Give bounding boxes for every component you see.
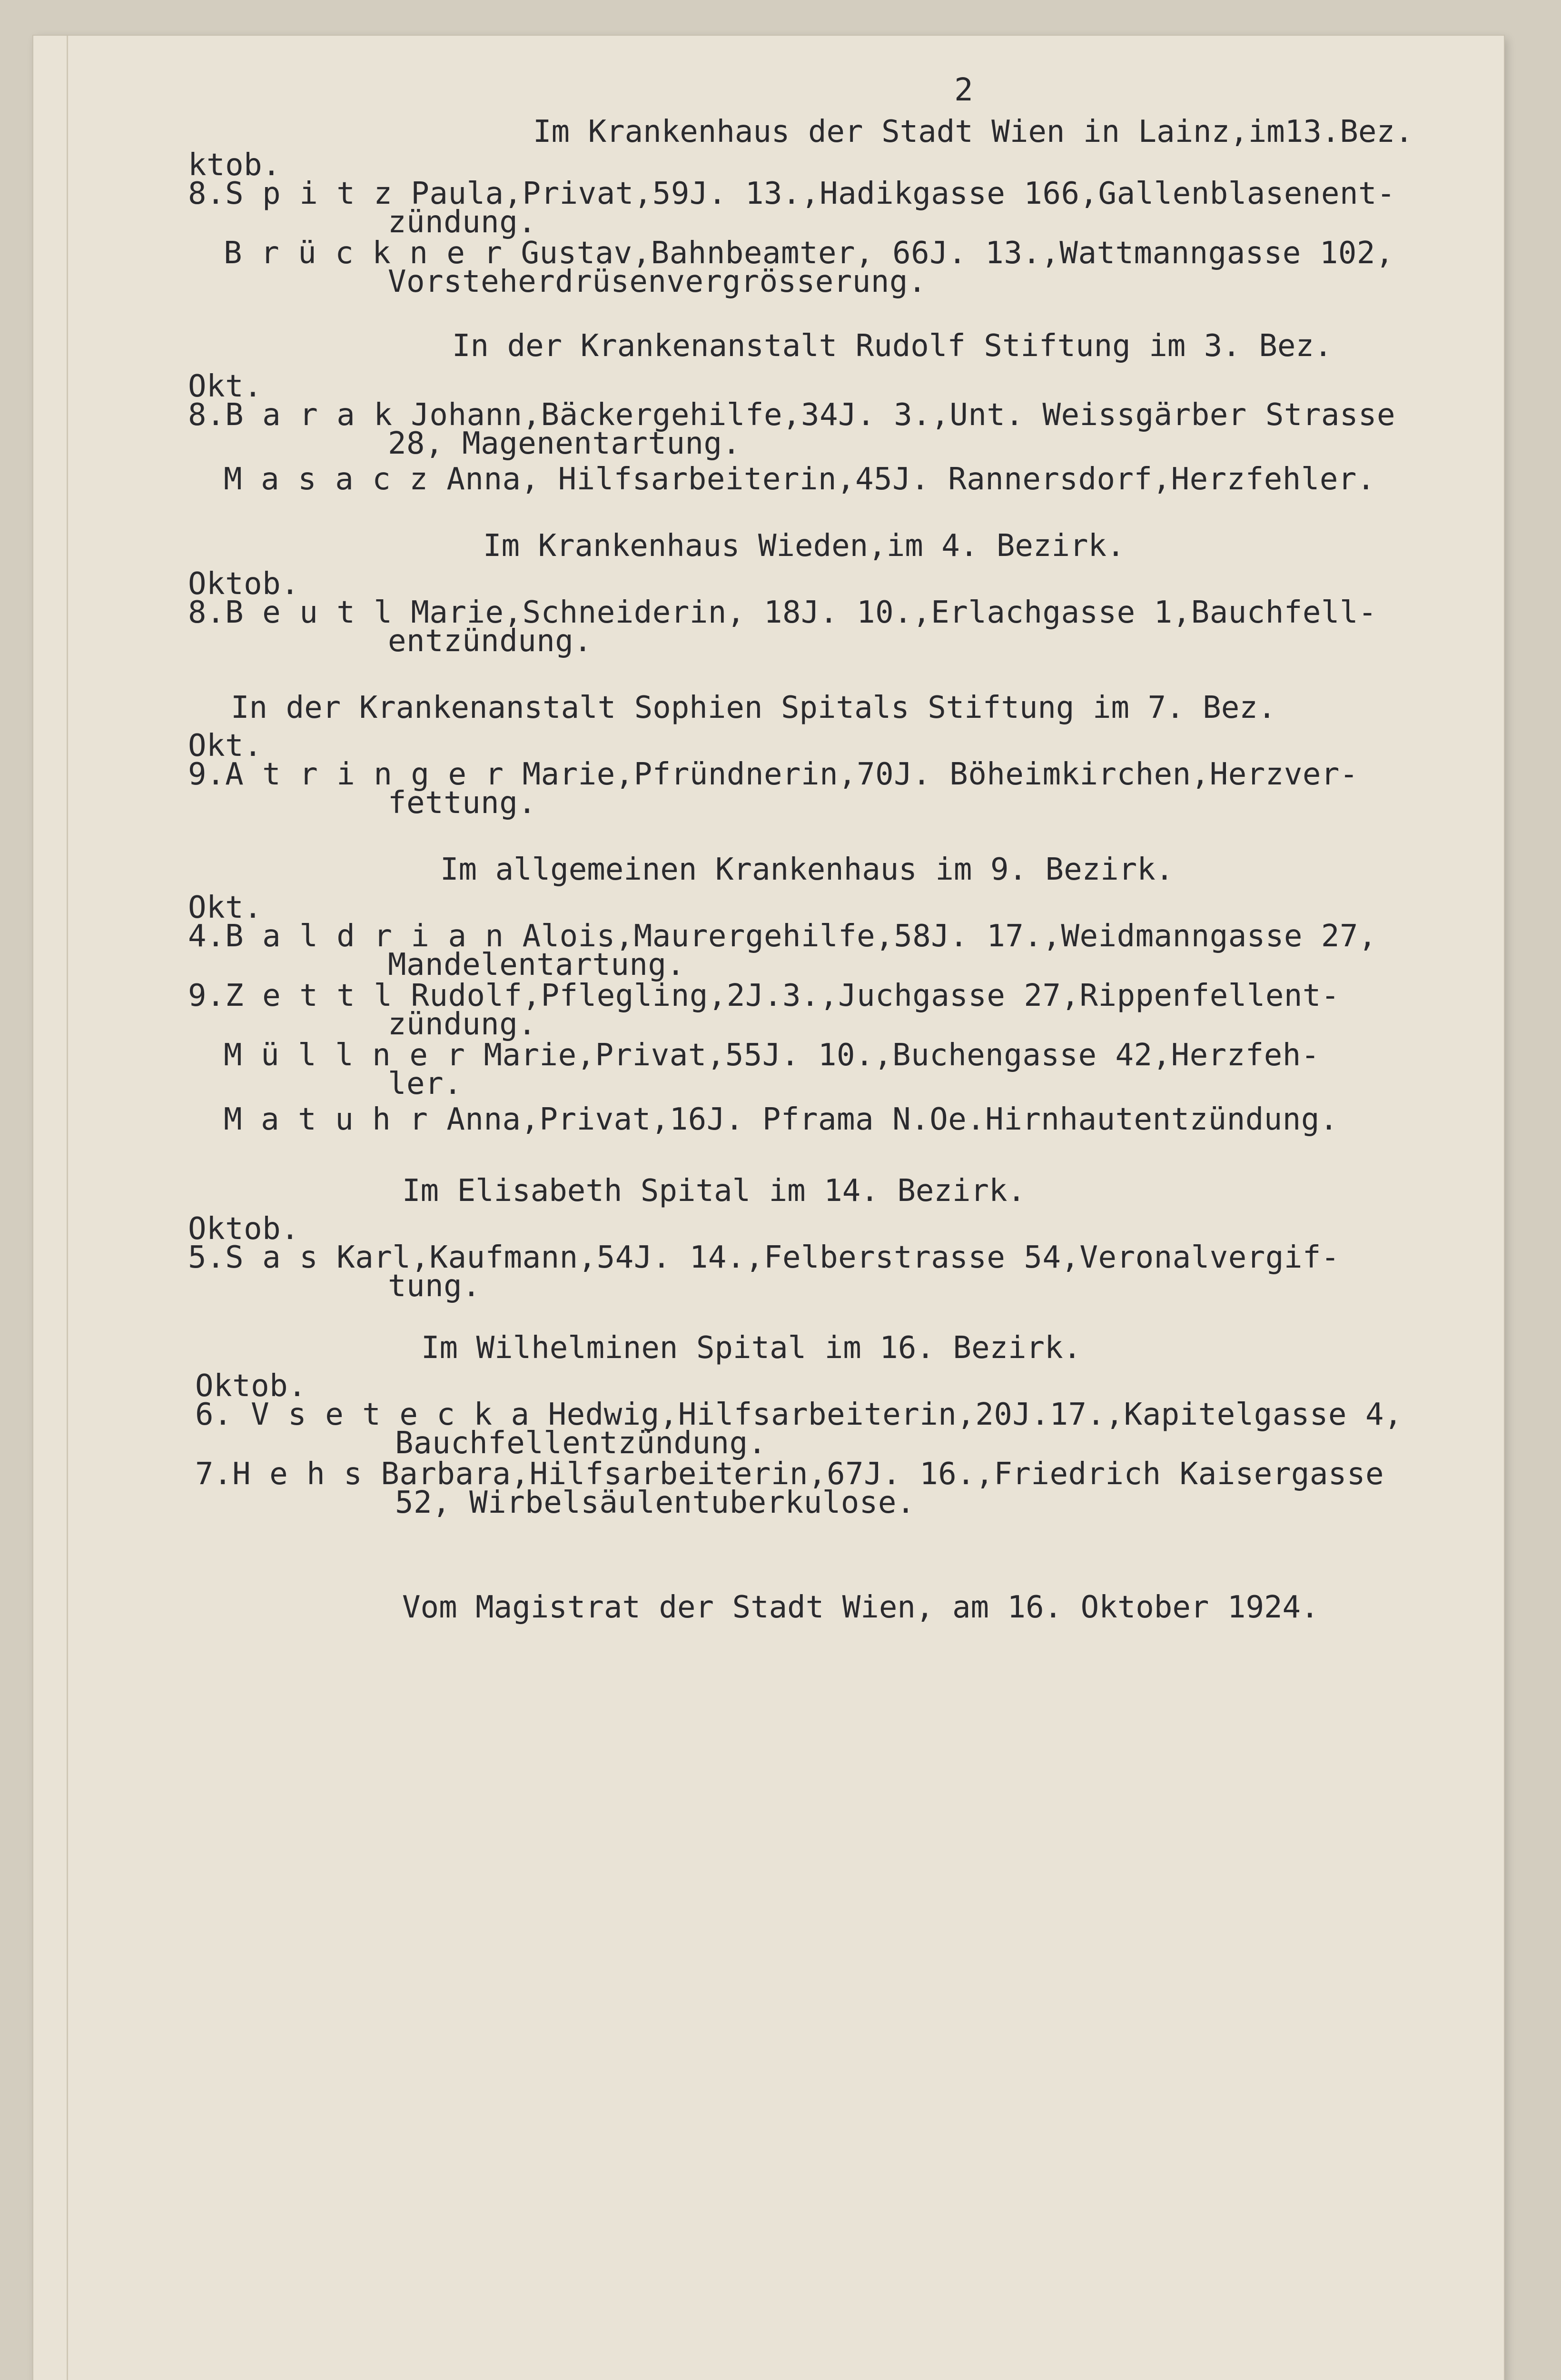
date-line: Oktob. bbox=[195, 1368, 307, 1404]
section-heading: Im Wilhelminen Spital im 16. Bezirk. bbox=[421, 1330, 1082, 1366]
entry-line: M a s a c z Anna, Hilfsarbeiterin,45J. Rannersdorf,Herzfehler. bbox=[224, 462, 1375, 497]
entry-continuation: 28, Magenentartung. bbox=[388, 426, 741, 461]
entry-line: 4.B a l d r i a n Alois,Maurergehilfe,58J. 17.,Weidmanngasse 27, bbox=[188, 919, 1377, 954]
date-line: ktob. bbox=[188, 148, 281, 183]
entry-continuation: Mandelentartung. bbox=[388, 947, 685, 982]
section-heading: In der Krankenanstalt Rudolf Stiftung im 3. Bez. bbox=[452, 328, 1333, 364]
entry-continuation: zündung. bbox=[388, 1007, 537, 1042]
section-heading: Im Elisabeth Spital im 14. Bezirk. bbox=[402, 1173, 1026, 1209]
entry-line: 8.B e u t l Marie,Schneiderin, 18J. 10.,Erlachgasse 1,Bauchfell- bbox=[188, 595, 1377, 630]
section-heading: Im allgemeinen Krankenhaus im 9. Bezirk. bbox=[440, 852, 1174, 887]
date-line: Okt. bbox=[188, 890, 263, 925]
entry-line: M a t u h r Anna,Privat,16J. Pframa N.Oe.Hirnhautentzündung. bbox=[224, 1102, 1338, 1137]
entry-continuation: ler. bbox=[388, 1066, 463, 1101]
date-line: Okt. bbox=[188, 728, 263, 764]
entry-continuation: fettung. bbox=[388, 785, 537, 821]
date-line: Oktob. bbox=[188, 1211, 300, 1247]
entry-line: 8.B a r a k Johann,Bäckergehilfe,34J. 3.,Unt. Weissgärber Strasse bbox=[188, 397, 1396, 433]
entry-continuation: zündung. bbox=[388, 205, 537, 240]
section-heading: Im Krankenhaus Wieden,im 4. Bezirk. bbox=[483, 528, 1125, 564]
entry-line: 6. V s e t e c k a Hedwig,Hilfsarbeiterin,20J.17.,Kapitelgasse 4, bbox=[195, 1397, 1403, 1432]
entry-line: 9.A t r i n g e r Marie,Pfründnerin,70J. Böheimkirchen,Herzver- bbox=[188, 757, 1358, 792]
entry-line: 9.Z e t t l Rudolf,Pflegling,2J.3.,Juchgasse 27,Rippenfellent- bbox=[188, 978, 1340, 1013]
entry-continuation: Vorsteherdrüsenvergrösserung. bbox=[388, 264, 927, 299]
entry-continuation: Bauchfellentzündung. bbox=[395, 1426, 767, 1461]
entry-continuation: entzündung. bbox=[388, 624, 593, 659]
entry-continuation: tung. bbox=[388, 1269, 481, 1304]
entry-continuation: 52, Wirbelsäulentuberkulose. bbox=[395, 1485, 915, 1520]
entry-line: 7.H e h s Barbara,Hilfsarbeiterin,67J. 16.,Friedrich Kaisergasse bbox=[195, 1457, 1384, 1492]
date-line: Okt. bbox=[188, 369, 263, 404]
section-heading: In der Krankenanstalt Sophien Spitals Stiftung im 7. Bez. bbox=[231, 690, 1276, 725]
document-page bbox=[33, 36, 1504, 2380]
signoff-line: Vom Magistrat der Stadt Wien, am 16. Oktober 1924. bbox=[402, 1590, 1319, 1625]
entry-line: B r ü c k n e r Gustav,Bahnbeamter, 66J. 13.,Wattmanngasse 102, bbox=[224, 236, 1394, 271]
entry-line: 5.S a s Karl,Kaufmann,54J. 14.,Felberstrasse 54,Veronalvergif- bbox=[188, 1240, 1340, 1275]
date-line: Oktob. bbox=[188, 566, 300, 602]
entry-line: 8.S p i t z Paula,Privat,59J. 13.,Hadikgasse 166,Gallenblasenent- bbox=[188, 176, 1396, 211]
page-number: 2 bbox=[954, 71, 974, 108]
section-heading: Im Krankenhaus der Stadt Wien in Lainz,im13.Bez. bbox=[533, 114, 1413, 149]
entry-line: M ü l l n e r Marie,Privat,55J. 10.,Buchengasse 42,Herzfeh- bbox=[224, 1038, 1320, 1073]
